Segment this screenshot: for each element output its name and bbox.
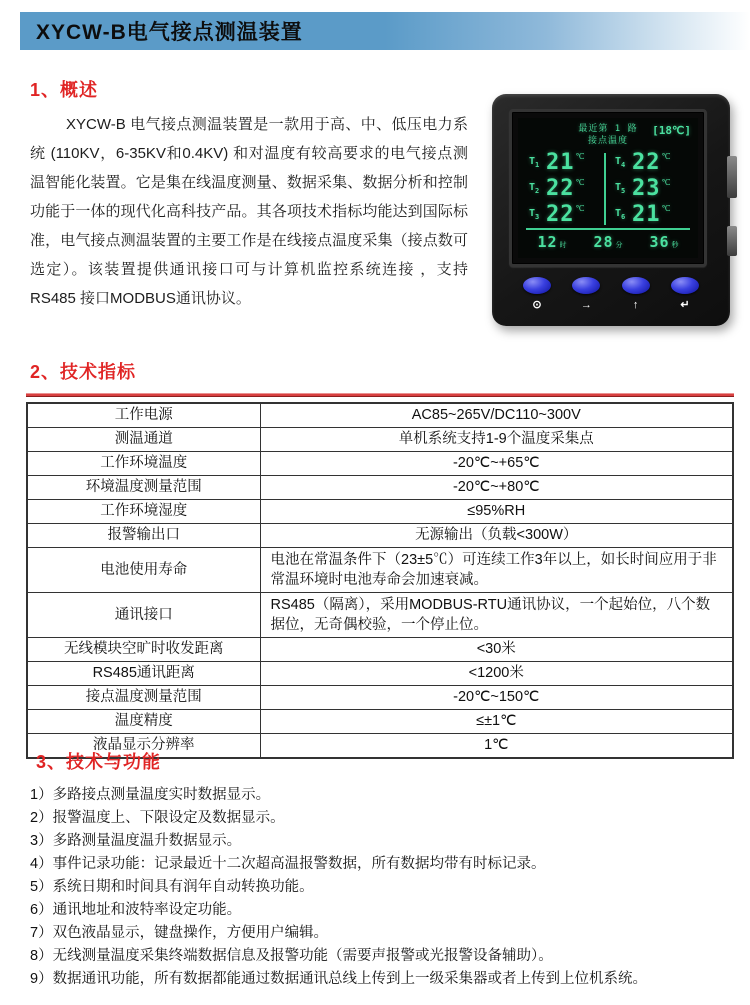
channel-label: $T_5$: [615, 181, 626, 195]
channel-unit: ℃: [575, 152, 585, 161]
circle-button-icon: ⊙: [532, 299, 542, 311]
right-arrow-button: [569, 277, 603, 317]
spec-parameter: 电池使用寿命: [27, 548, 260, 593]
time-unit: 时: [559, 241, 567, 249]
feature-item: 6）通讯地址和波特率设定功能。: [30, 902, 242, 918]
channel-unit: ℃: [661, 204, 671, 213]
up-arrow-button: [619, 277, 653, 317]
spec-row: [27, 500, 733, 524]
spec-value: 电池在常温条件下（23±5℃）可连续工作3年以上，如长时间应用于非常温环境时电池寿命会加速衰减。: [260, 548, 733, 593]
lcd-screen: [518, 118, 698, 258]
feature-item: 1）多路接点测量温度实时数据显示。: [30, 787, 271, 803]
features-list: [30, 784, 736, 991]
spec-value: 无源输出（负载<300W）: [260, 524, 733, 548]
time-value: 12: [537, 233, 558, 251]
feature-item: 2）报警温度上、下限设定及数据显示。: [30, 810, 285, 826]
enter-button-cap: [671, 277, 699, 294]
spec-parameter: 工作电源: [27, 403, 260, 428]
spec-row: [27, 686, 733, 710]
device-button-row: [520, 277, 702, 317]
spec-value: -20℃~+65℃: [260, 452, 733, 476]
spec-parameter: 温度精度: [27, 710, 260, 734]
channel-temperature: 23: [632, 175, 661, 201]
lcd-channel-t3: [522, 201, 608, 227]
spec-parameter: 无线模块空旷时收发距离: [27, 638, 260, 662]
lcd-header: [518, 118, 698, 147]
lcd-time-row: [518, 230, 698, 251]
spec-row: [27, 548, 733, 593]
spec-value: <30米: [260, 638, 733, 662]
section-overview-heading: 1、概述: [30, 80, 99, 100]
channel-label: $T_6$: [615, 207, 626, 221]
feature-item: 4）事件记录功能：记录最近十二次超高温报警数据，所有数据均带有时标记录。: [30, 856, 546, 872]
time-value: 28: [593, 233, 614, 251]
enter-button-icon: ↵: [680, 299, 690, 311]
channel-temperature: 22: [546, 175, 575, 201]
time-unit: 分: [615, 241, 623, 249]
spec-value: 单机系统支持1-9个温度采集点: [260, 428, 733, 452]
spec-value: <1200米: [260, 662, 733, 686]
lcd-divider-line: [604, 153, 606, 225]
spec-row: [27, 593, 733, 638]
lcd-channel-t1: [522, 149, 608, 175]
channel-unit: ℃: [575, 204, 585, 213]
spec-parameter: 通讯接口: [27, 593, 260, 638]
channel-unit: ℃: [661, 152, 671, 161]
lcd-channel-t5: [608, 175, 694, 201]
up-arrow-button-icon: ↑: [632, 299, 639, 311]
section-specs-heading: 2、技术指标: [30, 362, 137, 382]
page-title: XYCW-B电气接点测温装置: [36, 21, 303, 44]
spec-value: -20℃~+80℃: [260, 476, 733, 500]
spec-value: AC85~265V/DC110~300V: [260, 403, 733, 428]
spec-value: ≤95%RH: [260, 500, 733, 524]
enter-button: [668, 277, 702, 317]
channel-unit: ℃: [661, 178, 671, 187]
time-unit: 秒: [671, 241, 679, 249]
feature-item: 7）双色液晶显示，键盘操作，方便用户编辑。: [30, 925, 329, 941]
circle-button: [520, 277, 554, 317]
channel-temperature: 22: [546, 201, 575, 227]
spec-value: RS485（隔离），采用MODBUS-RTU通讯协议，一个起始位，八个数据位，无奇偶校验，一个停止位。: [260, 593, 733, 638]
circle-button-cap: [523, 277, 551, 294]
spec-parameter: 报警输出口: [27, 524, 260, 548]
overview-paragraph: XYCW-B 电气接点测温装置是一款用于高、中、低压电力系统 (110KV，6-35KV和0.4KV) 和对温度有较高要求的电气接点测温智能化装置。它是集在线温度测量、数据采集、数据分析和控制功能于一体的现代化高科技产品。其各项技术指标均能达到国际标准，电气接点测温装置的主要工作是在线接点温度采集（接点数可选定）。该装置提供通讯接口可与计算机监控系统连接 ，支持 RS485 接口MODBUS通讯协议。: [30, 116, 468, 307]
spec-row: [27, 638, 733, 662]
device-photo: [492, 94, 730, 326]
channel-temperature: 21: [632, 201, 661, 227]
lcd-channel-t6: [608, 201, 694, 227]
spec-row: [27, 476, 733, 500]
spec-value: -20℃~150℃: [260, 686, 733, 710]
spec-row: [27, 403, 733, 428]
spec-row: [27, 662, 733, 686]
lcd-ambient-badge: [18℃]: [652, 124, 691, 137]
specs-table: [26, 402, 734, 759]
lcd-time-segment: [593, 232, 622, 251]
feature-item: 8）无线测量温度采集终端数据信息及报警功能（需要声报警或光报警设备辅助）。: [30, 948, 553, 964]
spec-row: [27, 524, 733, 548]
mounting-clip: [727, 156, 737, 198]
lcd-channel-t2: [522, 175, 608, 201]
right-arrow-button-cap: [572, 277, 600, 294]
up-arrow-button-cap: [622, 277, 650, 294]
spec-parameter: 测温通道: [27, 428, 260, 452]
lcd-channel-grid: [518, 149, 698, 227]
feature-item: 5）系统日期和时间具有润年自动转换功能。: [30, 879, 314, 895]
feature-item: 3）多路测量温度温升数据显示。: [30, 833, 242, 849]
spec-parameter: 工作环境温度: [27, 452, 260, 476]
spec-value: ≤±1℃: [260, 710, 733, 734]
channel-label: $T_1$: [529, 155, 540, 169]
mounting-clip: [727, 226, 737, 256]
spec-row: [27, 452, 733, 476]
spec-value: 1℃: [260, 734, 733, 759]
section-features-heading: 3、技术与功能: [36, 752, 162, 772]
document-title-bar: [20, 12, 750, 50]
channel-label: $T_2$: [529, 181, 540, 195]
spec-parameter: 液晶显示分辨率: [27, 734, 260, 759]
red-divider-rule: [26, 393, 734, 397]
spec-row: [27, 710, 733, 734]
spec-parameter: 接点温度测量范围: [27, 686, 260, 710]
display-bezel: [509, 109, 707, 267]
channel-label: $T_3$: [529, 207, 540, 221]
channel-temperature: 22: [632, 149, 661, 175]
lcd-channel-t4: [608, 149, 694, 175]
lcd-time-segment: [537, 232, 566, 251]
spec-parameter: 环境温度测量范围: [27, 476, 260, 500]
lcd-time-segment: [649, 232, 678, 251]
channel-label: $T_4$: [615, 155, 626, 169]
lcd-route-label: 最近第 1 路: [578, 124, 638, 134]
channel-temperature: 21: [546, 149, 575, 175]
feature-item: 9）数据通讯功能，所有数据都能通过数据通讯总线上传到上一级采集器或者上传到上位机系统。: [30, 971, 648, 987]
time-value: 36: [649, 233, 670, 251]
lcd-subtitle: 接点温度: [587, 136, 628, 146]
spec-row: [27, 428, 733, 452]
spec-parameter: 工作环境湿度: [27, 500, 260, 524]
right-arrow-button-icon: →: [580, 299, 592, 311]
channel-unit: ℃: [575, 178, 585, 187]
spec-parameter: RS485通讯距离: [27, 662, 260, 686]
